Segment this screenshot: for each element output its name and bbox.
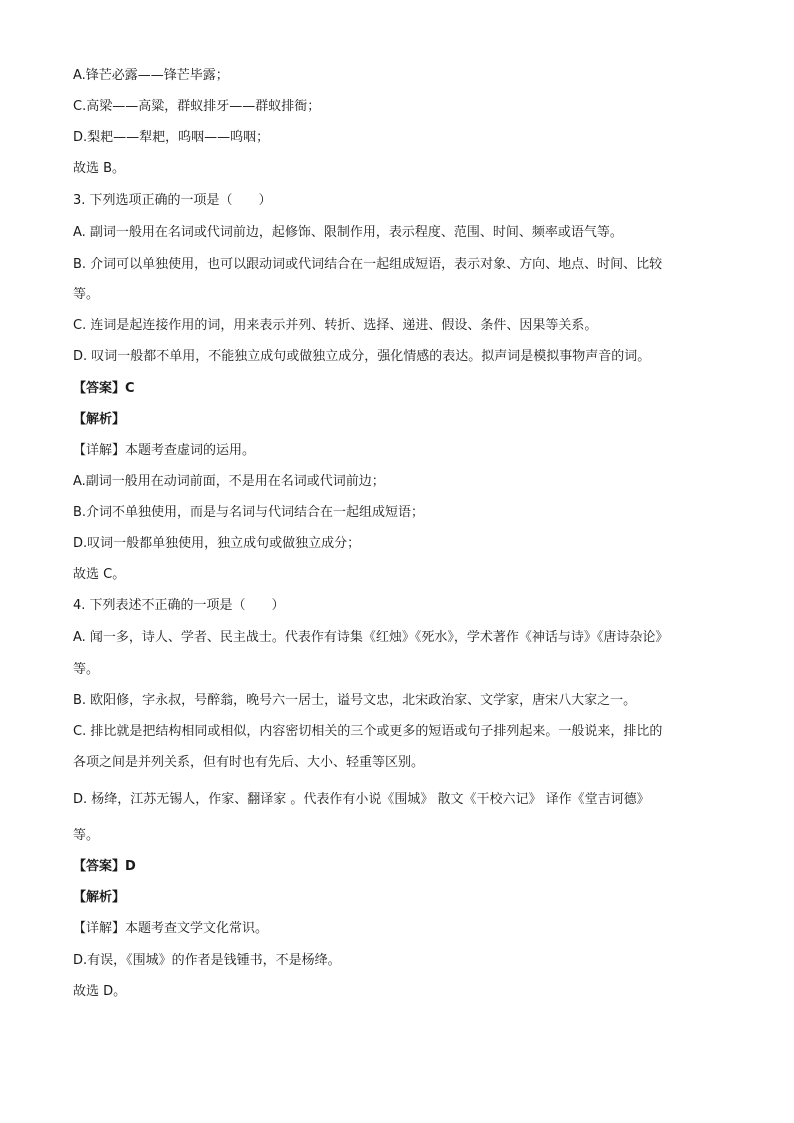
answer-label: 【答案】C — [73, 381, 135, 396]
detail-line: 【详解】本题考查文学文化常识。 — [73, 921, 269, 936]
option-c: C. 排比就是把结构相同或相似，内容密切相关的三个或更多的短语或句子排列起来。一般说来，排比的 — [73, 724, 663, 739]
text-line: D.梨耙——犁耙，呜咽——呜咽； — [73, 130, 270, 145]
text-line: A.副词一般用在动词前面，不是用在名词或代词前边； — [73, 474, 385, 489]
text-line: C.高梁——高粱，群蚁排牙——群蚁排衙； — [73, 99, 321, 114]
text-line: D.有误，《围城》的作者是钱锺书，不是杨绛。 — [73, 953, 341, 968]
text-line: 故选 C。 — [73, 567, 126, 582]
option-d: D. 杨绛，江苏无锡人，作家、翻译家 。代表作有小说《围城》 散文《干校六记》 译作《堂吉诃德》 — [73, 792, 650, 807]
option-c: C. 连词是起连接作用的词，用来表示并列、转折、选择、递进、假设、条件、因果等关系。 — [73, 318, 598, 333]
option-c-continued: 各项之间是并列关系，但有时也有先后、大小、轻重等区别。 — [73, 755, 425, 770]
text-line: A.锋芒必露——锋芒毕露； — [73, 68, 229, 83]
analysis-label: 【解析】 — [73, 890, 126, 905]
text-line: B.介词不单独使用，而是与名词与代词结合在一起组成短语； — [73, 505, 425, 520]
analysis-label: 【解析】 — [73, 412, 126, 427]
text-line: D.叹词一般都单独使用，独立成句或做独立成分； — [73, 536, 361, 551]
option-a-continued: 等。 — [73, 662, 100, 677]
option-d: D. 叹词一般都不单用，不能独立成句或做独立成分，强化情感的表达。拟声词是模拟事物声音的词。 — [73, 349, 651, 364]
option-b: B. 介词可以单独使用，也可以跟动词或代词结合在一起组成短语，表示对象、方向、地点、时间、比较 — [73, 257, 663, 272]
option-d-continued: 等。 — [73, 828, 100, 843]
text-line: 故选 D。 — [73, 984, 127, 999]
answer-label: 【答案】D — [73, 859, 136, 874]
text-line: 故选 B。 — [73, 161, 126, 176]
question-4-heading: 4. 下列表述不正确的一项是（ ） — [73, 598, 285, 613]
question-3-heading: 3. 下列选项正确的一项是（ ） — [73, 193, 272, 208]
option-a: A. 副词一般用在名词或代词前边，起修饰、限制作用，表示程度、范围、时间、频率或语气等。 — [73, 225, 623, 240]
detail-line: 【详解】本题考查虚词的运用。 — [73, 443, 256, 458]
option-b-continued: 等。 — [73, 287, 100, 302]
option-b: B. 欧阳修，字永叔，号醉翁，晚号六一居士，谥号文忠，北宋政治家、文学家，唐宋八大家之一。 — [73, 693, 637, 708]
option-a: A. 闻一多，诗人、学者、民主战士。代表作有诗集《红烛》《死水》，学术著作《神话与诗》《唐诗杂论》 — [73, 630, 669, 645]
